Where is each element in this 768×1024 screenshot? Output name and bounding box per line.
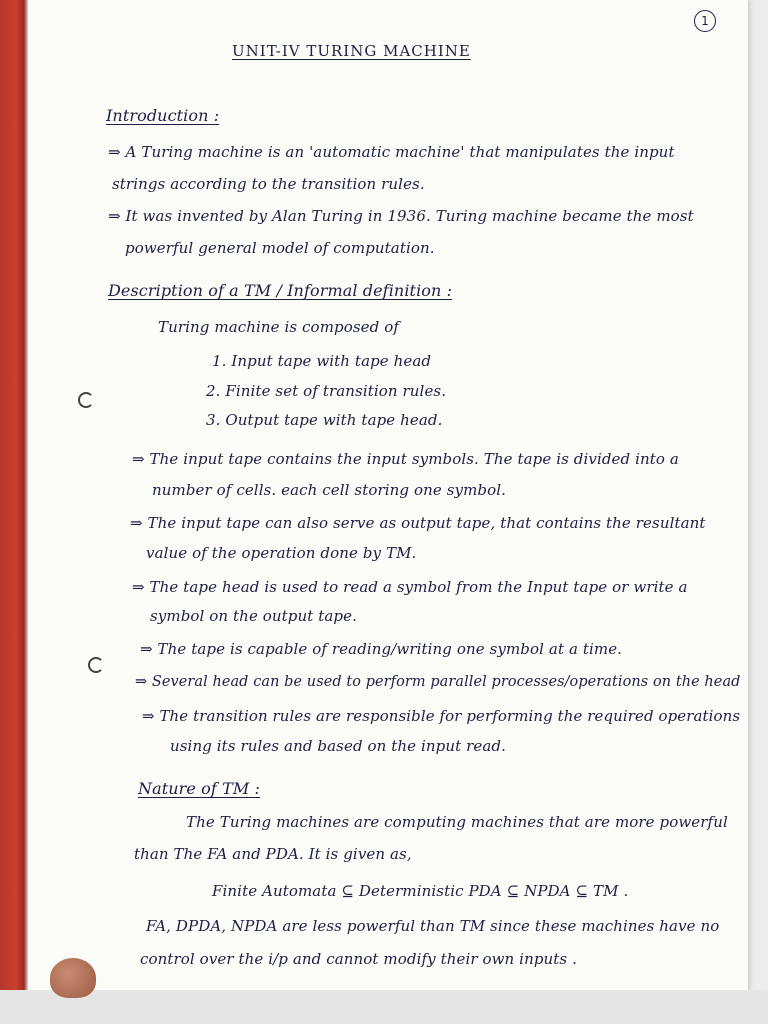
text-line: ⇒ Several head can be used to perform parallel processes/operations on the head xyxy=(135,672,741,690)
text-line: control over the i/p and cannot modify their own inputs . xyxy=(140,950,577,968)
punch-hole-mark xyxy=(78,392,94,408)
list-item: 3. Output tape with tape head. xyxy=(206,411,443,429)
text-line: ⇒ It was invented by Alan Turing in 1936. Turing machine became the most xyxy=(108,207,694,225)
text-line: The Turing machines are computing machines that are more powerful xyxy=(186,813,728,831)
text-line: Finite Automata ⊆ Deterministic PDA ⊆ NPDA ⊆ TM . xyxy=(212,882,629,900)
text-line: strings according to the transition rules. xyxy=(112,175,425,193)
text-line: FA, DPDA, NPDA are less powerful than TM since these machines have no xyxy=(146,917,720,935)
text-line: Turing machine is composed of xyxy=(158,318,399,336)
text-line: ⇒ The transition rules are responsible for performing the required operations xyxy=(142,707,741,725)
text-line: ⇒ The input tape contains the input symbols. The tape is divided into a xyxy=(132,450,679,468)
section-heading-nature: Nature of TM : xyxy=(138,779,261,798)
text-line: ⇒ The tape head is used to read a symbol from the Input tape or write a xyxy=(132,578,688,596)
text-line: value of the operation done by TM. xyxy=(146,544,417,562)
punch-hole-mark xyxy=(88,657,104,673)
section-heading-description: Description of a TM / Informal definition : xyxy=(108,281,453,300)
text-line: ⇒ The input tape can also serve as output tape, that contains the resultant xyxy=(130,514,706,532)
text-line: symbol on the output tape. xyxy=(150,607,357,625)
section-heading-introduction: Introduction : xyxy=(106,106,220,125)
text-line: using its rules and based on the input read. xyxy=(170,737,506,755)
notebook-binding-edge xyxy=(0,0,28,1024)
text-line: powerful general model of computation. xyxy=(125,239,435,257)
page-title: UNIT-IV TURING MACHINE xyxy=(232,42,471,60)
text-line: than The FA and PDA. It is given as, xyxy=(134,845,412,863)
background-surface xyxy=(0,990,768,1024)
list-item: 2. Finite set of transition rules. xyxy=(206,382,447,400)
page-number: 1 xyxy=(694,10,716,32)
list-item: 1. Input tape with tape head xyxy=(212,352,432,370)
text-line: number of cells. each cell storing one symbol. xyxy=(152,481,506,499)
text-line: ⇒ A Turing machine is an 'automatic machine' that manipulates the input xyxy=(108,143,675,161)
thumb-photo xyxy=(50,958,96,998)
text-line: ⇒ The tape is capable of reading/writing one symbol at a time. xyxy=(140,640,623,658)
